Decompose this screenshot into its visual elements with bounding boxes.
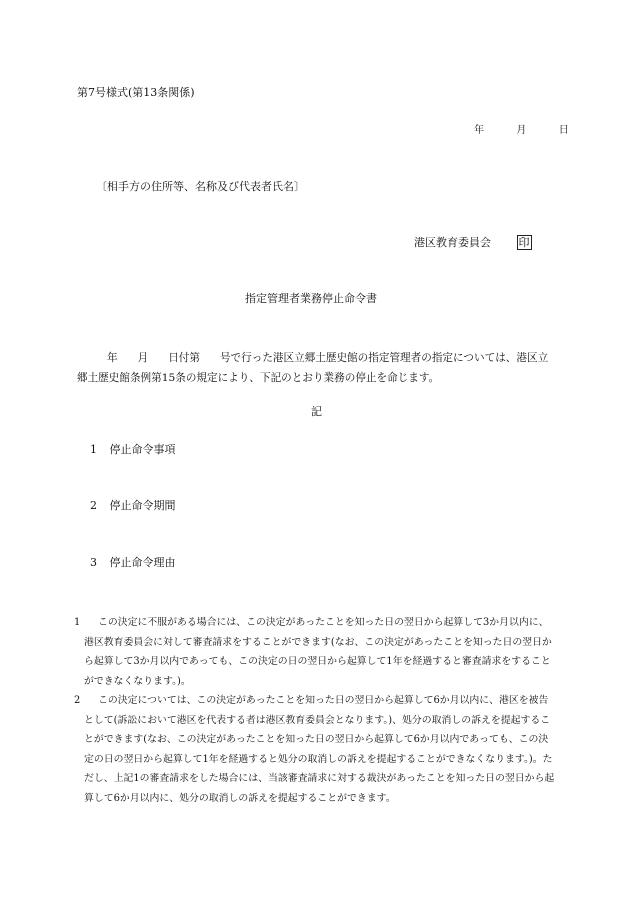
date-month-label: 月 (516, 125, 527, 136)
item-label: 停止命令理由 (109, 556, 176, 569)
notes-section (74, 613, 558, 808)
item-number: 2 (90, 499, 97, 512)
item-label: 停止命令事項 (109, 443, 176, 456)
body-day-no: 日付第 (168, 352, 200, 364)
form-number: 第7号様式(第13条関係) (77, 86, 195, 99)
ki-marker: 記 (311, 405, 322, 418)
body-text: 号で行った港区立郷土歴史館の指定管理者の指定については、港区立郷土歴史館条例第15条の規定により、下記のとおり業務の停止を命じます。 (77, 352, 549, 384)
document-title: 指定管理者業務停止命令書 (245, 292, 377, 305)
note-number: 2 (74, 695, 81, 706)
item-suspension-matter (90, 443, 176, 457)
recipient-placeholder: 〔相手方の住所等、名称及び代表者氏名〕 (96, 180, 305, 193)
note-appeal (74, 613, 558, 691)
item-suspension-period (90, 499, 176, 513)
item-number: 3 (90, 556, 97, 569)
issuer-name: 港区教育委員会 (414, 236, 491, 249)
item-label: 停止命令期間 (109, 499, 176, 512)
note-text: この決定に不服がある場合には、この決定があったことを知った日の翌日から起算して3か月以内に、港区教育委員会に対して審査請求をすることができます(なお、この決定があったことを知った日の翌日から起算して3か月以内であっても、この決定の日の翌日から起算して1年を経過すると審査請求をすることができなくなります。)。 (84, 617, 552, 687)
body-month: 月 (137, 352, 149, 364)
date-day-label: 日 (558, 125, 569, 136)
item-number: 1 (90, 443, 97, 456)
date-year-label: 年 (474, 125, 484, 136)
item-suspension-reason (90, 556, 176, 570)
issuer-block (414, 235, 532, 250)
note-lawsuit (74, 691, 558, 808)
date-line (474, 124, 569, 138)
seal-stamp: 印 (518, 236, 530, 249)
note-number: 1 (74, 617, 81, 628)
note-text: この決定については、この決定があったことを知った日の翌日から起算して6か月以内に、港区を被告として(訴訟において港区を代表する者は港区教育委員会となります。)、処分の取消しの訴えを提起することができます(なお、この決定があったことを知った日の翌日から起算して6か月以内であっても、この決定の日の翌日から起算して1年を経過すると処分の取消しの訴えを提起することができなくなります。)。ただし、上記1の審査請求をした場合には、当該審査請求に対する裁決があったことを知った日の翌日から起算して6か月以内に、処分の取消しの訴えを提起することができます。 (84, 695, 555, 804)
body-year: 年 (107, 352, 118, 364)
body-paragraph (77, 348, 557, 388)
